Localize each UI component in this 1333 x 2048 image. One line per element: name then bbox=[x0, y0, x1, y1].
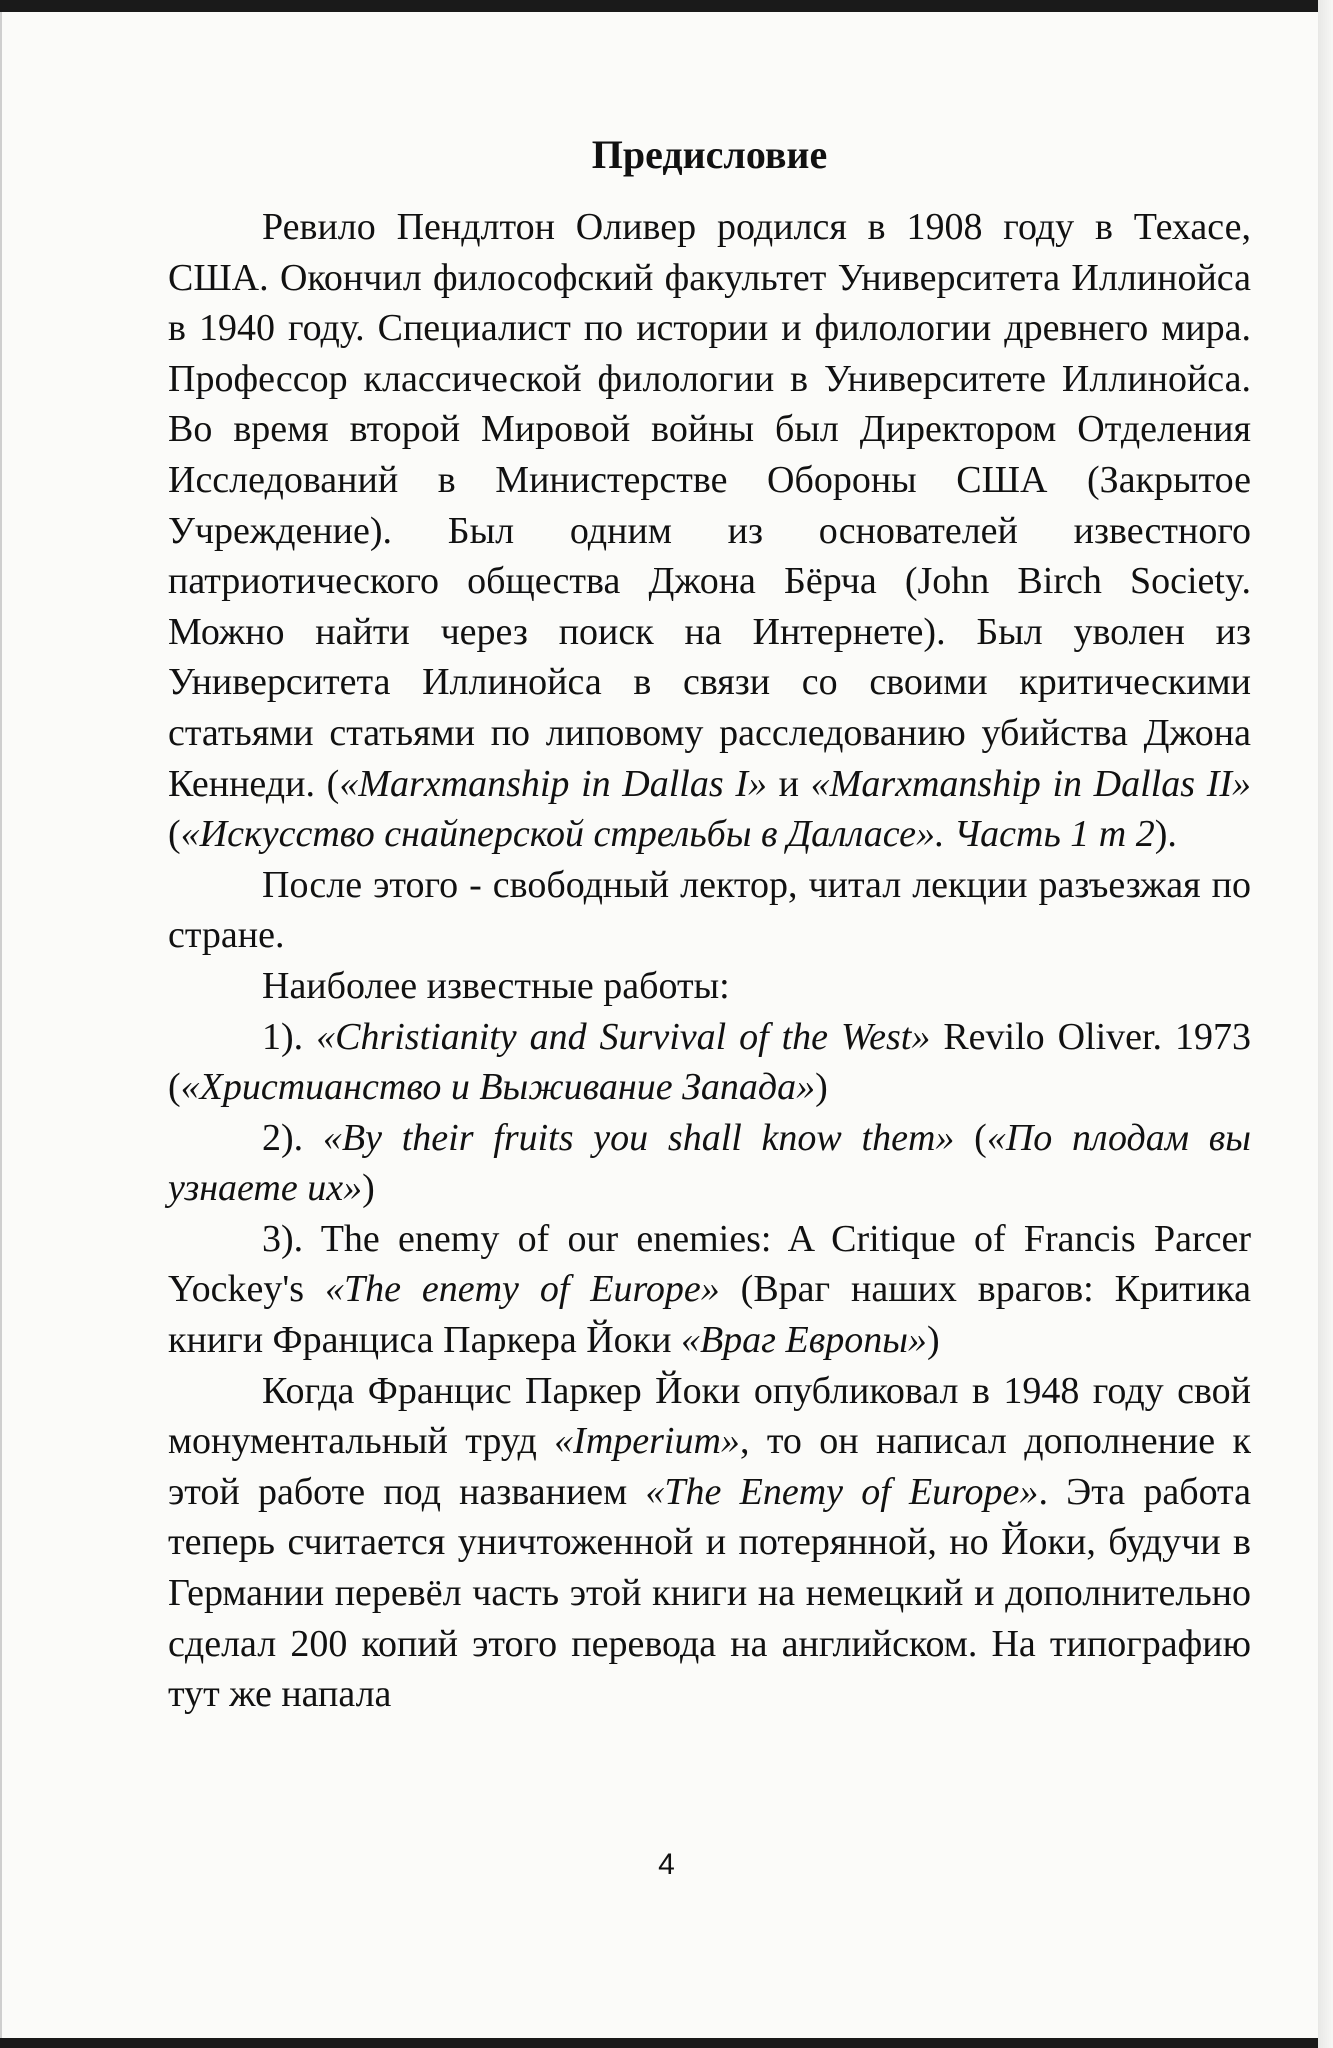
italic-text-run: «По плодам вы узнаете их» bbox=[168, 1116, 1252, 1210]
paragraph bbox=[168, 202, 1251, 860]
text-run: Наиболее известные работы: bbox=[262, 964, 730, 1007]
page-title: Предисловие bbox=[591, 132, 828, 177]
page-edge bbox=[1318, 0, 1333, 2048]
text-run: 2). bbox=[262, 1116, 323, 1159]
text-run: (Враг наших врагов: Критика книги Франциса Паркера Йоки bbox=[168, 1268, 1251, 1362]
page-content bbox=[168, 130, 1251, 1720]
italic-text-run: «The enemy of Europe» bbox=[324, 1268, 720, 1311]
italic-text-run: «The Enemy of Europe» bbox=[645, 1470, 1039, 1513]
text-run: ( bbox=[954, 1116, 987, 1159]
text-run: и bbox=[766, 762, 811, 805]
paragraph bbox=[168, 961, 1251, 1012]
text-run: После этого - свободный лектор, читал лекции разъезжая по стране. bbox=[168, 863, 1251, 957]
italic-text-run: «Imperium» bbox=[554, 1420, 740, 1463]
paragraph bbox=[168, 860, 1251, 961]
italic-text-run: «By their fruits you shall know them» bbox=[322, 1116, 955, 1159]
italic-text-run: «Искусство снайперской стрельбы в Далласе». Часть 1 т 2 bbox=[180, 813, 1155, 856]
text-run: ) bbox=[362, 1167, 375, 1210]
paragraph bbox=[168, 1214, 1251, 1366]
italic-text-run: «Marxmanship in Dallas I» bbox=[339, 762, 767, 805]
paragraph bbox=[168, 1366, 1251, 1720]
paragraph bbox=[168, 1012, 1251, 1113]
italic-text-run: «Marxmanship in Dallas II» bbox=[810, 762, 1251, 805]
italic-text-run: «Христианство и Выживание Запада» bbox=[180, 1066, 816, 1109]
text-run: ). bbox=[1154, 813, 1177, 856]
text-run: 1). bbox=[262, 1015, 317, 1058]
text-run: Когда Францис Паркер Йоки опубликовал в 1948 году свой монументальный труд bbox=[168, 1369, 1251, 1463]
text-run: ( bbox=[168, 813, 181, 856]
page-number: 4 bbox=[658, 1848, 675, 1881]
text-run: 3). The enemy of our enemies: A Critique of Francis Parcer Yockey's bbox=[168, 1217, 1251, 1311]
body-text bbox=[168, 202, 1251, 1720]
text-run: ) bbox=[926, 1319, 940, 1362]
paragraph bbox=[168, 1113, 1251, 1214]
italic-text-run: «Christianity and Survival of the West» bbox=[316, 1015, 931, 1058]
italic-text-run: «Враг Европы» bbox=[680, 1319, 927, 1362]
text-run: , то он написал дополнение к этой работе под названием bbox=[168, 1420, 1251, 1513]
text-run: ) bbox=[815, 1066, 828, 1109]
text-run: Revilo Oliver. 1973 ( bbox=[168, 1015, 1252, 1109]
text-run: Ревило Пендлтон Оливер родился в 1908 году в Техасе, США. Окончил философский факультет Университета Иллинойса в 1940 году. Специалист по истории и филологии древнего мира. Профессор классической филологии в Университете Иллинойса. Во время второй Мировой войны был Директором Отделения Исследований в Министерстве Обороны США (Закрытое Учреждение). Был одним из основателей известного патриотического общества Джона Бёрча (John Birch Society. Можно найти через поиск на Интернете). Был уволен из Университета Иллинойса в связи со своими критическими статьями статьями по липовому расследованию убийства Джона Кеннеди. ( bbox=[168, 206, 1251, 805]
text-run: . Эта работа теперь считается уничтоженной и потерянной, но Йоки, будучи в Германии перевёл часть этой книги на немецкий и дополнительно сделал 200 копий этого перевода на английском. На типографию тут же напала bbox=[168, 1470, 1251, 1716]
